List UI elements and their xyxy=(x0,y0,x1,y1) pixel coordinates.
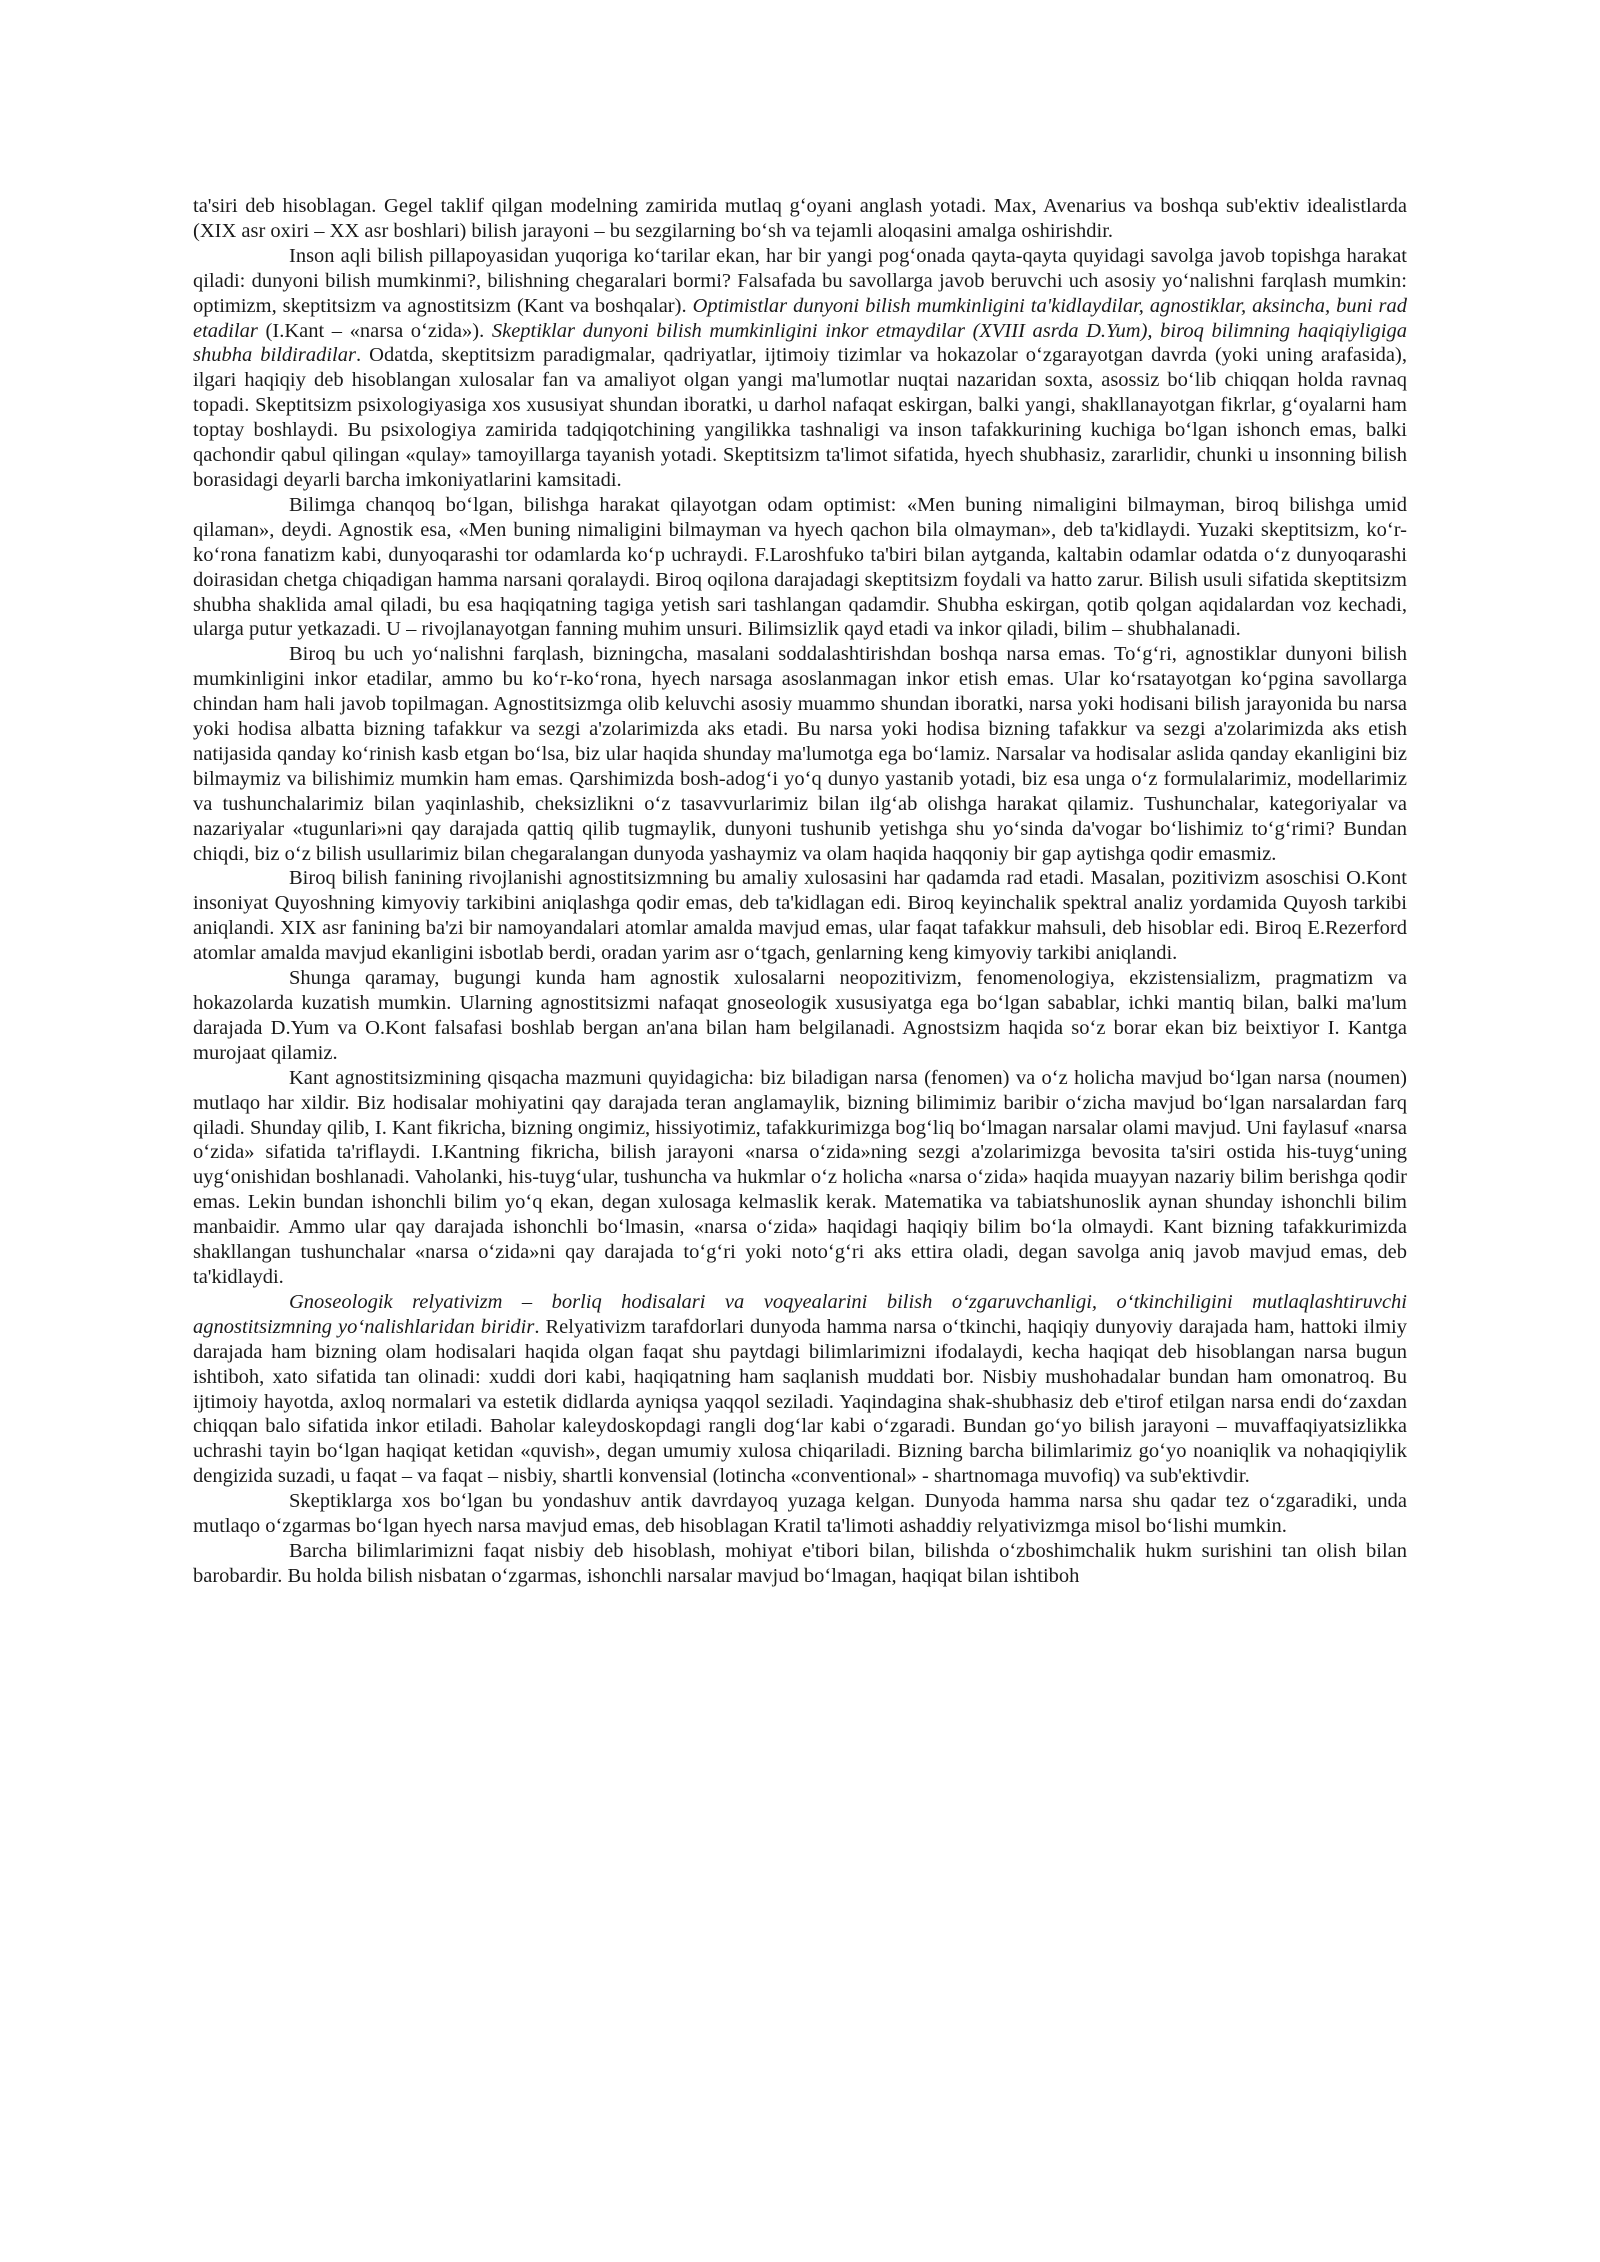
paragraph-5 xyxy=(193,866,1407,966)
paragraph-6-text-1: Shunga qaramay, bugungi kunda ham agnostik xulosalarni neopozitivizm, fenomenologiya, ekzistensializm, pragmatizm va hokazolarda kuzatish mumkin. Ularning agnostitsizmi nafaqat gnoseologik xususiyatga ega bo‘lgan sabablar, ichki mantiq bilan, balki ma'lum darajada D.Yum va O.Kont falsafasi boshlab bergan an'ana bilan ham belgilanadi. Agnostsizm haqida so‘z borar ekan biz beixtiyor I. Kantga murojaat qilamiz. xyxy=(193,967,1407,1064)
paragraph-8-italic-1: Gnoseologik relyativizm – borliq hodisalari va voqyealarini bilish o‘zgaruvchanligi, o‘tkinchiligini mutlaqlashtiruvchi agnostitsizmning yo‘nalishlaridan biridir xyxy=(193,1290,1407,1338)
paragraph-7 xyxy=(193,1066,1407,1290)
paragraph-2 xyxy=(193,244,1407,493)
paragraph-2-italic-2: Skeptiklar dunyoni bilish mumkinligini inkor etmaydilar (XVIII asrda D.Yum), biroq bilimning haqiqiyligiga shubha bildiradilar xyxy=(193,319,1407,367)
paragraph-10 xyxy=(193,1539,1407,1589)
paragraph-8 xyxy=(193,1290,1407,1489)
paragraph-6 xyxy=(193,966,1407,1066)
document-page xyxy=(193,194,1407,1589)
paragraph-2-text-2: (I.Kant – «narsa o‘zida»). xyxy=(257,319,492,342)
paragraph-9-text-1: Skeptiklarga xos bo‘lgan bu yondashuv antik davrdayoq yuzaga kelgan. Dunyoda hamma narsa shu qadar tez o‘zgaradiki, unda mutlaqo o‘zgarmas bo‘lgan hyech narsa mavjud emas, deb hisoblagan Kratil ta'limoti ashaddiy relyativizmga misol bo‘lishi mumkin. xyxy=(193,1490,1407,1538)
paragraph-2-text-1: Inson aqli bilish pillapoyasidan yuqoriga ko‘tarilar ekan, har bir yangi pog‘onada qayta-qayta quyidagi savolga javob topishga harakat qiladi: dunyoni bilish mumkinmi?, bilishning chegaralari bormi? Falsafada bu savollarga javob beruvchi uch asosiy yo‘nalishni farqlash mumkin: optimizm, skeptitsizm va agnostitsizm (Kant va boshqalar). xyxy=(193,244,1407,317)
paragraph-2-italic-1: Optimistlar dunyoni bilish mumkinligini ta'kidlaydilar, agnostiklar, aksincha, buni rad etadilar xyxy=(193,294,1407,342)
paragraph-3-text-1: Bilimga chanqoq bo‘lgan, bilishga harakat qilayotgan odam optimist: «Men buning nimaligini bilmayman, biroq bilishga umid qilaman», deydi. Agnostik esa, «Men buning nimaligini bilmayman va hyech qachon bila olmayman», deb ta'kidlaydi. Yuzaki skeptitsizm, ko‘r-ko‘rona fanatizm kabi, dunyoqarashi tor odamlarda ko‘p uchraydi. F.Laroshfuko ta'biri bilan aytganda, kaltabin odamlar odatda o‘z dunyoqarashi doirasidan chetga chiqadigan hamma narsani qoralaydi. Biroq oqilona darajadagi skeptitsizm foydali va hatto zarur. Bilish usuli sifatida skeptitsizm shubha shaklida amal qiladi, bu esa haqiqatning tagiga yetish sari tashlangan qadamdir. Shubha eskirgan, qotib qolgan aqidalardan voz kechadi, ularga putur yetkazadi. U – rivojlanayotgan fanning muhim unsuri. Bilimsizlik qayd etadi va inkor qiladi, bilim – shubhalanadi. xyxy=(193,493,1407,641)
paragraph-7-text-1: Kant agnostitsizmining qisqacha mazmuni quyidagicha: biz biladigan narsa (fenomen) va o‘z holicha mavjud bo‘lgan narsa (noumen) mutlaqo har xildir. Biz hodisalar mohiyatini qay darajada teran anglamaylik, bizning bilimimiz baribir o‘zicha mavjud bo‘lgan narsalardan farq qiladi. Shunday qilib, I. Kant fikricha, bizning ongimiz, hissiyotimiz, tafakkurimizga bog‘liq bo‘lmagan narsalar olami mavjud. Uni faylasuf «narsa o‘zida» sifatida ta'riflaydi. I.Kantning fikricha, bilish jarayoni «narsa o‘zida»ning sezgi a'zolarimizga bevosita ta'siri ostida his-tuyg‘uning uyg‘onishidan boshlanadi. Vaholanki, his-tuyg‘ular, tushuncha va hukmlar o‘z holicha «narsa o‘zida» haqida muayyan nazariy bilim berishga qodir emas. Lekin bundan ishonchli bilim yo‘q ekan, degan xulosaga kelmaslik kerak. Matematika va tabiatshunoslik aynan shunday ishonchli bilim manbaidir. Ammo ular qay darajada ishonchli bo‘lmasin, «narsa o‘zida» haqidagi haqiqiy bilim bo‘la olmaydi. Kant bizning tafakkurimizda shakllangan tushunchalar «narsa o‘zida»ni qay darajada to‘g‘ri yoki noto‘g‘ri aks ettira oladi, degan savolga aniq javob mavjud emas, deb ta'kidlaydi. xyxy=(193,1066,1407,1288)
paragraph-4-text-1: Biroq bu uch yo‘nalishni farqlash, bizningcha, masalani soddalashtirishdan boshqa narsa emas. To‘g‘ri, agnostiklar dunyoni bilish mumkinligini inkor etadilar, ammo bu ko‘r-ko‘rona, hyech narsaga asoslanmagan inkor etish emas. Ular ko‘rsatayotgan ko‘pgina savollarga chindan ham hali javob topilmagan. Agnostitsizmga olib keluvchi asosiy muammo shundan iboratki, narsa yoki hodisani bilish jarayonida bu narsa yoki hodisa albatta bizning tafakkur va sezgi a'zolarimizda aks etadi. Bu narsa yoki hodisa bizning tafakkur va sezgi a'zolarimizda aks etish natijasida qanday ko‘rinish kasb etgan bo‘lsa, biz ular haqida shunday ma'lumotga ega bo‘lamiz. Narsalar va hodisalar aslida qanday ekanligini biz bilmaymiz va bilishimiz mumkin ham emas. Qarshimizda bosh-adog‘i yo‘q dunyo yastanib yotadi, biz esa unga o‘z formulalarimiz, modellarimiz va tushunchalarimiz bilan yaqinlashib, cheksizlikni o‘z tasavvurlarimiz bilan ilg‘ab olishga harakat qilamiz. Tushunchalar, kategoriyalar va nazariyalar «tugunlari»ni qay darajada qattiq qilib tugmaylik, dunyoni tushunib yetishga shu yo‘sinda da'vogar bo‘lishimiz to‘g‘rimi? Bundan chiqdi, biz o‘z bilish usullarimiz bilan chegaralangan dunyoda yashaymiz va olam haqida haqqoniy bir gap aytishga qodir emasmiz. xyxy=(193,643,1407,865)
paragraph-1-text-1: ta'siri deb hisoblagan. Gegel taklif qilgan modelning zamirida mutlaq g‘oyani anglash yotadi. Max, Avenarius va boshqa sub'ektiv idealistlarda (XIX asr oxiri – XX asr boshlari) bilish jarayoni – bu sezgilarning bo‘sh va tejamli aloqasini amalga oshirishdir. xyxy=(193,195,1407,242)
paragraph-9 xyxy=(193,1489,1407,1539)
paragraph-4 xyxy=(193,642,1407,866)
paragraph-10-text-1: Barcha bilimlarimizni faqat nisbiy deb hisoblash, mohiyat e'tibori bilan, bilishda o‘zboshimchalik hukm surishini tan olish bilan barobardir. Bu holda bilish nisbatan o‘zgarmas, ishonchli narsalar mavjud bo‘lmagan, haqiqat bilan ishtiboh xyxy=(193,1539,1407,1587)
paragraph-8-text-1: . Relyativizm tarafdorlari dunyoda hamma narsa o‘tkinchi, haqiqiy dunyoviy darajada ham, hattoki ilmiy darajada ham bizning olam hodisalari haqida olgan faqat shu paytdagi bilimlarimizni ifodalaydi, kecha haqiqat deb hisoblangan narsa bugun ishtiboh, xato sifatida tan olinadi: xuddi dori kabi, haqiqatning ham saqlanish muddati bor. Nisbiy mushohadalar bundan ham omonatroq. Bu ijtimoiy hayotda, axloq normalari va estetik didlarda ayniqsa yaqqol seziladi. Yaqindagina shak-shubhasiz deb e'tirof etilgan narsa endi do‘zaxdan chiqqan balo sifatida inkor etiladi. Baholar kaleydoskopdagi rangli dog‘lar kabi o‘zgaradi. Bundan go‘yo bilish jarayoni – muvaffaqiyatsizlikka uchrashi tayin bo‘lgan haqiqat ketidan «quvish», degan umumiy xulosa chiqariladi. Bizning barcha bilimlarimiz go‘yo noaniqlik va nohaqiqiylik dengizida suzadi, u faqat – va faqat – nisbiy, shartli konvensial (lotincha «conventional» - shartnomaga muvofiq) va sub'ektivdir. xyxy=(193,1315,1407,1488)
paragraph-5-text-1: Biroq bilish fanining rivojlanishi agnostitsizmning bu amaliy xulosasini har qadamda rad etadi. Masalan, pozitivizm asoschisi O.Kont insoniyat Quyoshning kimyoviy tarkibini aniqlashga qodir emas, deb ta'kidlagan edi. Biroq keyinchalik spektral analiz yordamida Quyosh tarkibi aniqlandi. XIX asr fanining ba'zi bir namoyandalari atomlar amalda mavjud emas, ular faqat tafakkur mahsuli, deb hisoblar edi. Biroq E.Rezerford atomlar amalda mavjud ekanligini isbotlab berdi, oradan yarim asr o‘tgach, genlarning keng kimyoviy tarkibi aniqlandi. xyxy=(193,867,1407,965)
paragraph-3 xyxy=(193,493,1407,642)
paragraph-1 xyxy=(193,194,1407,244)
paragraph-2-text-3: . Odatda, skeptitsizm paradigmalar, qadriyatlar, ijtimoiy tizimlar va hokazolar o‘zgarayotgan davrda (yoki uning arafasida), ilgari haqiqiy deb hisoblangan xulosalar fan va amaliyot olgan yangi ma'lumotlar nuqtai nazaridan soxta, asossiz bo‘lib chiqqan holda ravnaq topadi. Skeptitsizm psixologiyasiga xos xususiyat shundan iboratki, u darhol nafaqat eskirgan, balki yangi, shakllanayotgan fikrlar, g‘oyalarni ham toptay boshlaydi. Bu psixologiya zamirida tadqiqotchining yangilikka tashnaligi va inson tafakkurining kuchiga bo‘lgan ishonch emas, balki qachondir qabul qilingan «qulay» tamoyillarga tayanish yotadi. Skeptitsizm ta'limot sifatida, hyech shubhasiz, zararlidir, chunki u insonning bilish borasidagi deyarli barcha imkoniyatlarini kamsitadi. xyxy=(193,344,1407,491)
